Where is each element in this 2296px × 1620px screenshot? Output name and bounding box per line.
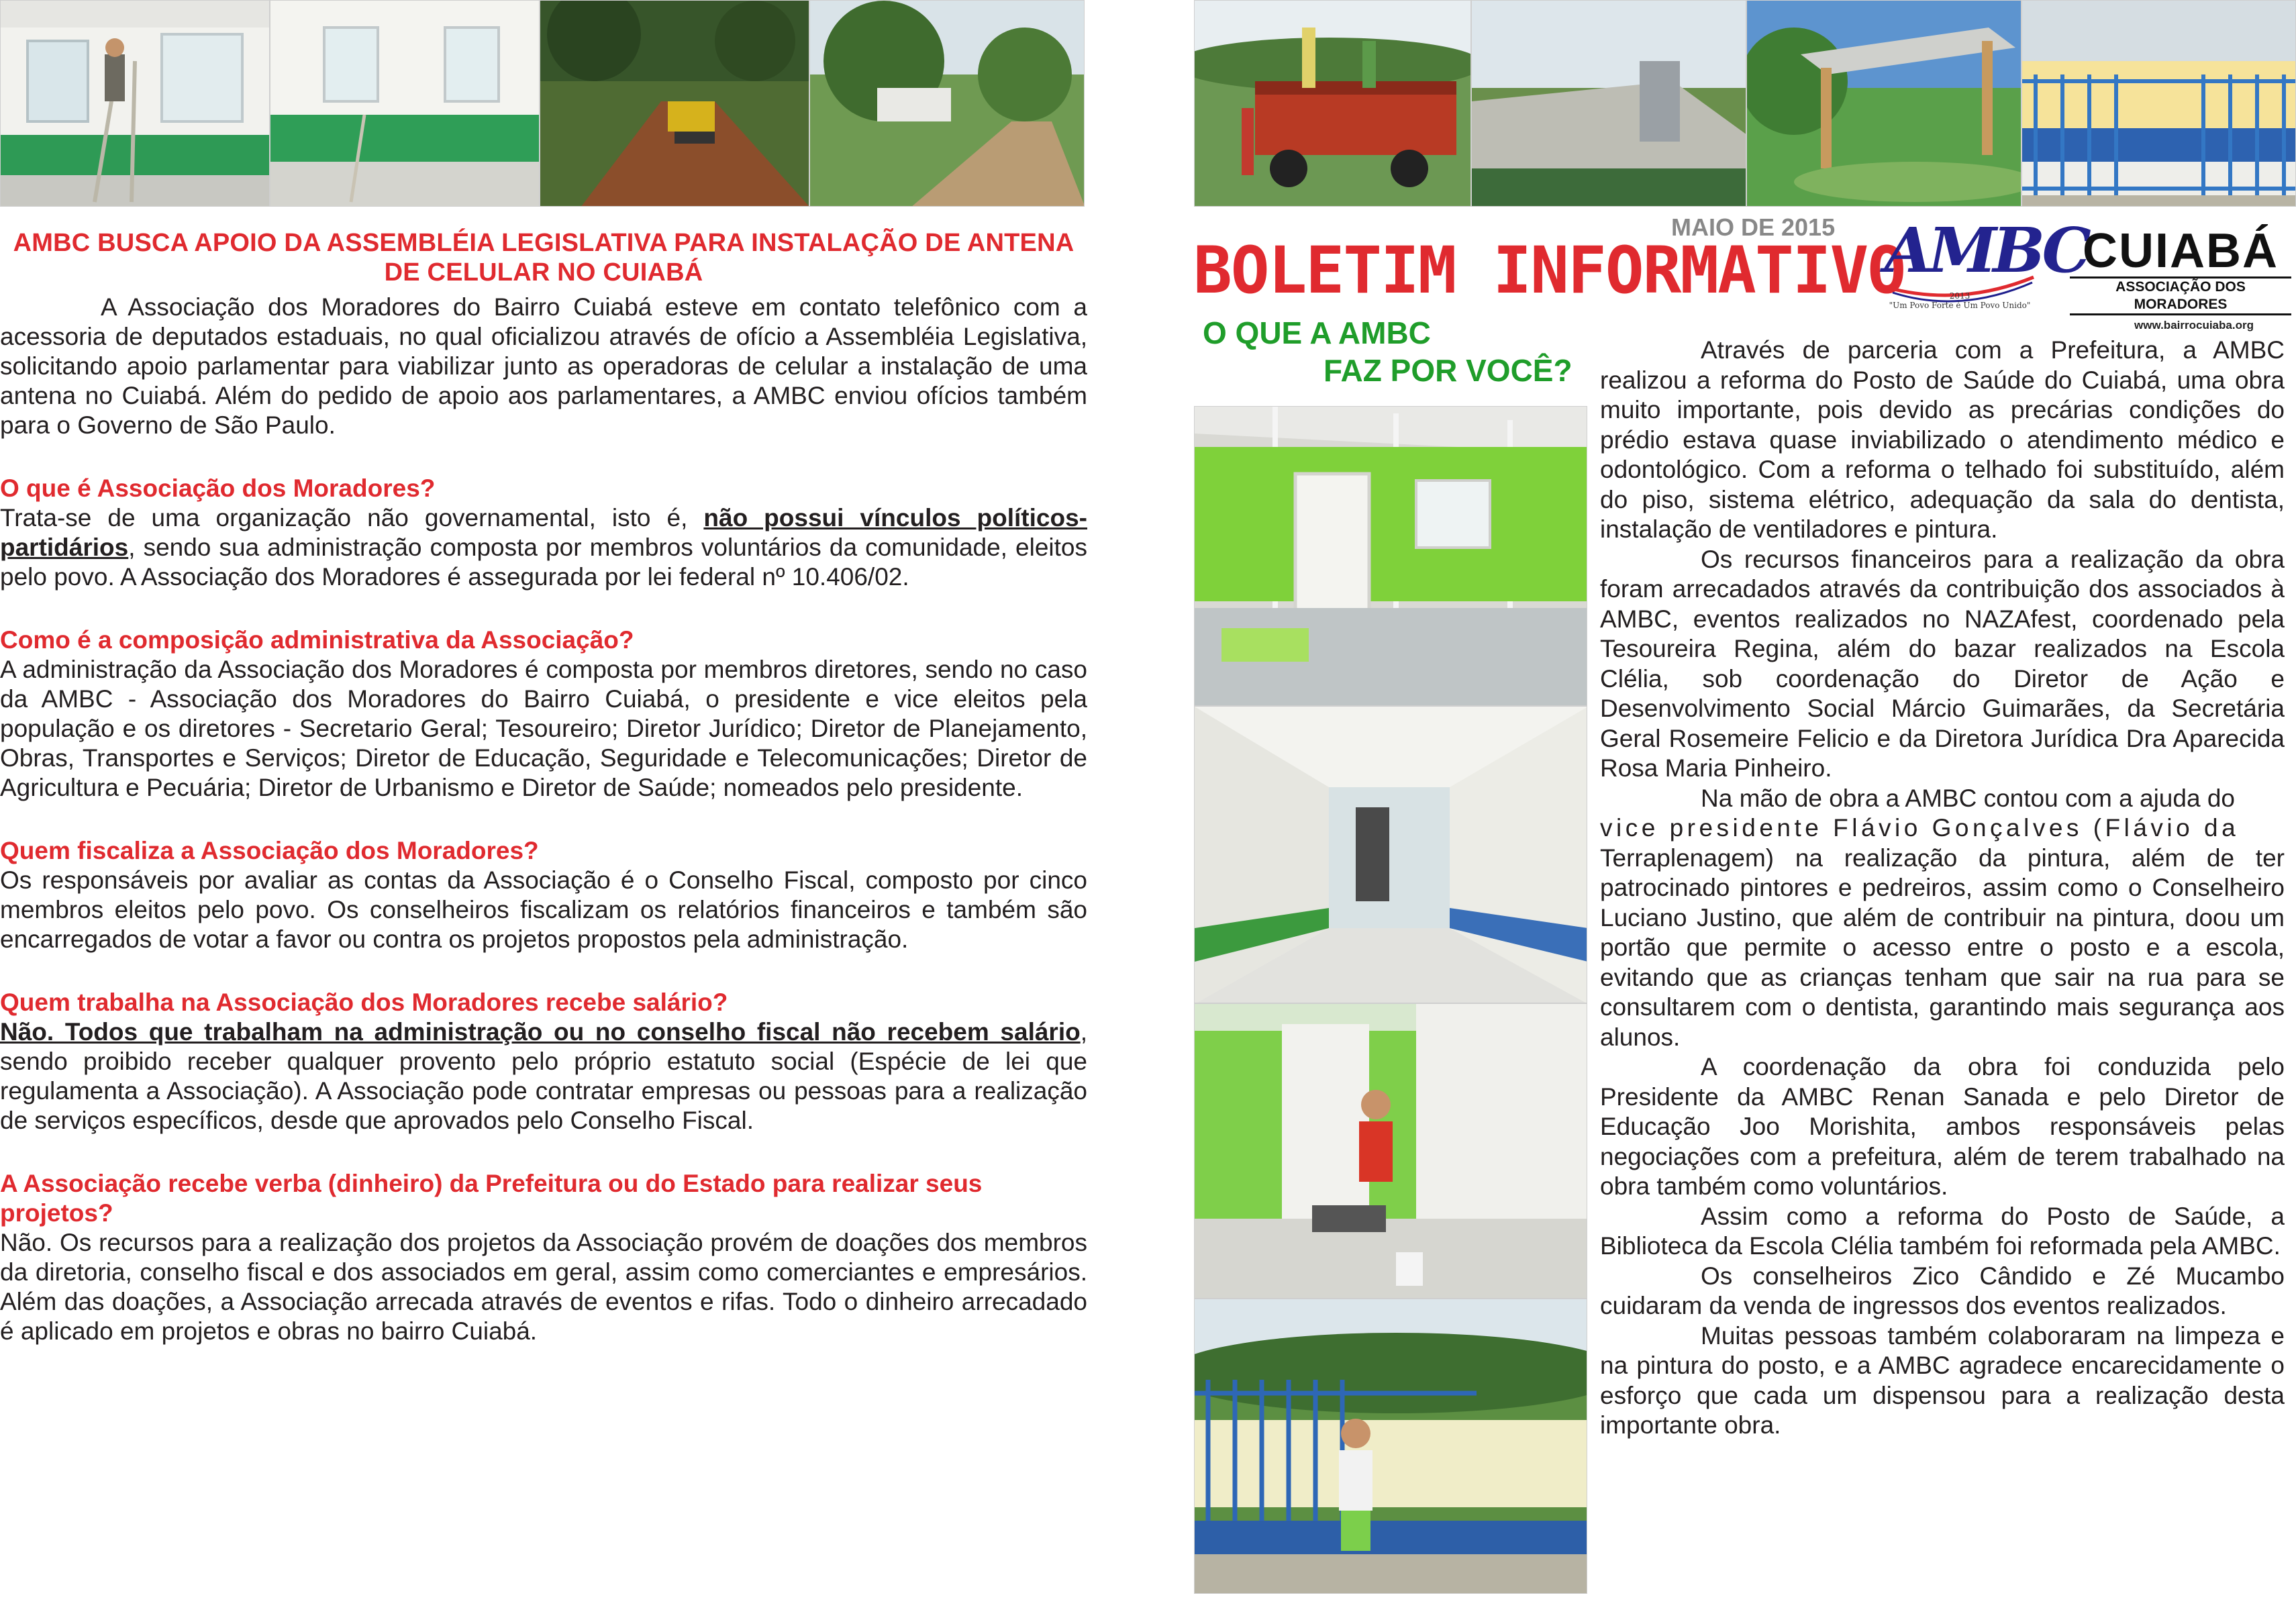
question-oversight: Quem fiscaliza a Associação dos Moradores? bbox=[0, 837, 539, 864]
section-title-line1: O QUE A AMBC bbox=[1203, 315, 1431, 350]
ambc-logo bbox=[1879, 213, 2087, 314]
answer-text: Trata-se de uma organização não governamental, isto é, bbox=[0, 504, 704, 531]
article-paragraph-3b: vice presidente Flávio Gonçalves (Flávio da bbox=[1600, 814, 2240, 842]
answer-text: , sendo sua administração composta por membros voluntários da comunidade, eleitos pelo povo. A Associação dos Moradores é assegurada por lei federal nº 10.406/02. bbox=[0, 534, 1087, 591]
answer-emphasis: Não. Todos que trabalham na administração ou no conselho fiscal não recebem salário bbox=[0, 1018, 1081, 1046]
photo-health-post-hallway bbox=[1194, 706, 1587, 1003]
photo-health-post-porch bbox=[1194, 406, 1587, 706]
answer-text: , sendo proibido receber qualquer provento pelo próprio estatuto social (Espécie de lei que regulamenta a Associação). A Associação pode contratar empresas ou pessoas para a realização de serviços específicos, desde que aprovados pelo Conselho Fiscal. bbox=[0, 1018, 1087, 1134]
article-paragraph-4: A coordenação da obra foi conduzida pelo Presidente da AMBC Renan Sanada e pelo Diretor de Educação Joo Morishita, ambos responsáveis pelas negociações com a prefeitura, além de terem trabalhado na obra também como voluntários. bbox=[1600, 1053, 2285, 1200]
newsletter-title: BOLETIM INFORMATIVO bbox=[1193, 233, 1905, 308]
article-paragraph-2: Os recursos financeiros para a realização da obra foram arrecadados através da contribuição dos associados à AMBC, eventos realizados no NAZAfest, coordenado pela Tesoureira Regina, além do bazar realizados na Escola Clélia, sob coordenação do Diretor de Ação e Desenvolvimento Social Márcio Guimarães, da Secretária Geral Rosemeire Felicio e da Diretora Jurídica Dra Aparecida Rosa Maria Pinheiro. bbox=[1600, 545, 2285, 782]
intro-paragraph: A Associação dos Moradores do Bairro Cuiabá esteve em contato telefônico com a acessoria de deputados estaduais, no qual oficializou através de ofício a Assembléia Legislativa, solicitando apoio parlamentar para viabilizar junto as operadoras de celular a instalação de uma antena no Cuiabá. Além do pedido de apoio aos parlamentares, a AMBC enviou ofícios também para o Governo de São Paulo. bbox=[0, 293, 1087, 439]
article-paragraph-1: Através de parceria com a Prefeitura, a AMBC realizou a reforma do Posto de Saúde do Cuiabá, uma obra muito importante, pois devido as precárias condições do prédio estava quase inviabilizado o atendimento médico e odontológico. Com a reforma o telhado foi substituído, além do piso, sistema elétrico, adequação da sala do dentista, instalação de ventiladores e pintura. bbox=[1600, 336, 2285, 543]
ambc-logo-text: AMBC bbox=[1885, 214, 2087, 287]
answer-funding: Não. Os recursos para a realização dos projetos da Associação provém de doações dos membros da diretoria, conselho fiscal e dos associados em geral, assim como comerciantes e empresários. Além das doações, a Associação arrecada através de eventos e rifas. Todo o dinheiro arrecadado é aplicado em projetos e obras no bairro Cuiabá. bbox=[0, 1229, 1087, 1345]
brand-name: CUIABÁ bbox=[2083, 224, 2279, 278]
qa-funding bbox=[0, 1169, 1087, 1346]
photo-truck-workers bbox=[1194, 0, 1471, 207]
qa-what-is bbox=[0, 474, 1087, 592]
section-title-line2: FAZ POR VOCÊ? bbox=[1324, 353, 1573, 388]
photo-school-gate bbox=[2022, 0, 2296, 207]
answer-emphasis: não possui vínculos políticos-partidários bbox=[0, 504, 1087, 561]
photo-interior-empty-room bbox=[270, 0, 540, 207]
answer-salary bbox=[0, 1017, 1087, 1135]
photo-school-blue-gate bbox=[1194, 1299, 1587, 1594]
issue-date: MAIO DE 2015 bbox=[1671, 213, 1836, 241]
answer-oversight: Os responsáveis por avaliar as contas da Associação é o Conselho Fiscal, composto por cinco membros eleitos pelo povo. Os conselheiros fiscalizam os relatórios financeiros e também são encarregados de votar a favor ou contra os projetos propostos pela administração. bbox=[0, 866, 1087, 953]
photo-bridge-concrete bbox=[1471, 0, 1746, 207]
answer-what-is bbox=[0, 503, 1087, 592]
photo-bus-stop-shelter bbox=[1746, 0, 2022, 207]
question-what-is: O que é Associação dos Moradores? bbox=[0, 474, 436, 502]
brand-url: www.bairrocuiaba.org bbox=[2134, 319, 2254, 332]
qa-oversight bbox=[0, 836, 1087, 954]
ambc-logo-tagline: "Um Povo Forte é Um Povo Unido" bbox=[1889, 301, 2031, 310]
article-paragraph-3c: Terraplenagem) na realização da pintura, além de ter patrocinado pintores e pedreiros, assim como o Conselheiro Luciano Justino, que além de contribuir na pintura, doou um portão que permite o acesso entre o posto e a escola, evitando que as crianças tenham que sair na rua para se consultarem com o dentista, garantindo mais segurança aos alunos. bbox=[1600, 844, 2285, 1051]
right-column-article bbox=[1600, 336, 2285, 1441]
question-salary: Quem trabalha na Associação dos Moradores recebe salário? bbox=[0, 989, 728, 1016]
photo-interior-ladder bbox=[0, 0, 270, 207]
article-paragraph-5: Assim como a reforma do Posto de Saúde, a Biblioteca da Escola Clélia também foi reformada pela AMBC. bbox=[1600, 1202, 2285, 1260]
cuiaba-brand bbox=[2070, 225, 2291, 336]
article-paragraph-7: Muitas pessoas também colaboraram na limpeza e na pintura do posto, e a AMBC agradece encarecidamente o esforço que cada um dispensou para a realização desta importante obra. bbox=[1600, 1321, 2285, 1439]
brand-subtitle: ASSOCIAÇÃO DOS MORADORES bbox=[2070, 276, 2291, 315]
photo-dirt-road-water-tank bbox=[809, 0, 1085, 207]
question-funding: A Associação recebe verba (dinheiro) da Prefeitura ou do Estado para realizar seus projetos? bbox=[0, 1170, 983, 1227]
headline-antena: AMBC BUSCA APOIO DA ASSEMBLÉIA LEGISLATIVA PARA INSTALAÇÃO DE ANTENA DE CELULAR NO CUIABÁ bbox=[13, 229, 1075, 287]
qa-salary bbox=[0, 988, 1087, 1135]
qa-composition bbox=[0, 625, 1087, 803]
ambc-logo-year: 2013 bbox=[1949, 291, 1970, 301]
photo-road-bulldozer bbox=[540, 0, 809, 207]
article-paragraph-3a: Na mão de obra a AMBC contou com a ajuda do bbox=[1701, 784, 2235, 812]
answer-composition: A administração da Associação dos Moradores é composta por membros diretores, sendo no caso da AMBC - Associação dos Moradores do Bairro Cuiabá, o presidente e vice eleitos pela população e os diretores - Secretario Geral; Tesoureiro; Diretor Jurídico; Diretor de Planejamento, Obras, Transportes e Serviços; Diretor de Educação, Seguridade e Telecomunicações; Diretor de Agricultura e Pecuária; Diretor de Urbanismo e Diretor de Saúde; nomeados pelo presidente. bbox=[0, 656, 1087, 801]
question-composition: Como é a composição administrativa da Associação? bbox=[0, 626, 634, 654]
article-paragraph-6: Os conselheiros Zico Cândido e Zé Mucambo cuidaram da venda de ingressos dos eventos realizados. bbox=[1600, 1262, 2285, 1319]
left-column bbox=[0, 228, 1087, 1346]
photo-health-post-room-man bbox=[1194, 1003, 1587, 1299]
